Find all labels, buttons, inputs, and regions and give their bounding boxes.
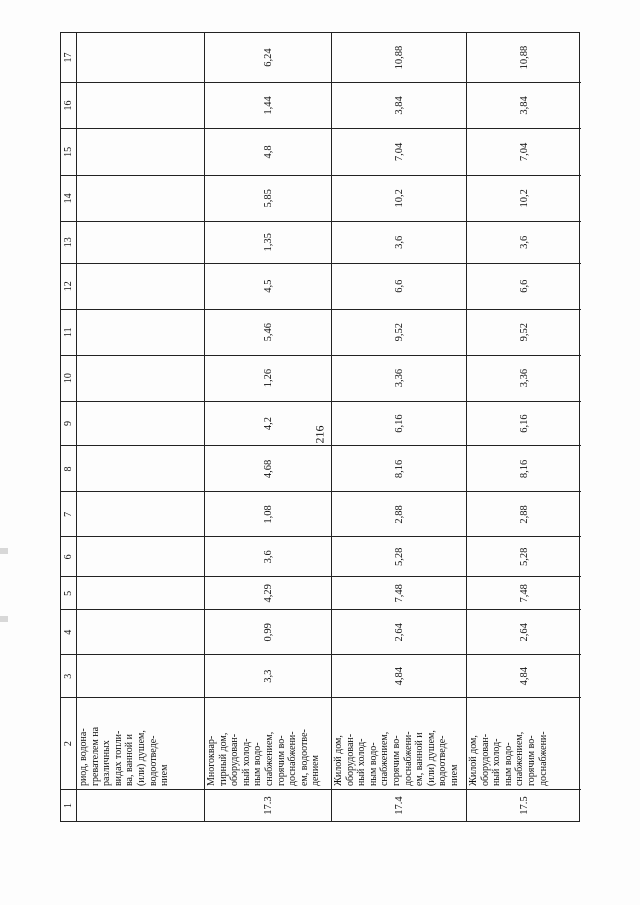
value-cell: 4,84 [467,654,581,697]
column-number-cell: 2 [61,697,76,789]
column-number-cell: 15 [61,128,76,175]
value-cell: 10,88 [518,45,530,70]
value-cell: 9,52 [467,309,581,355]
value-cell [77,221,204,263]
value-cell: 10,88 [393,45,405,70]
column-number-cell: 16 [61,82,76,128]
description-cell: Жилой дом, оборудован- ный холод- ным водо- снабжением, горячим во- доснабжени- ем, ванной и (или) душем, водоотведе- нием [332,697,466,789]
column-number-cell: 7 [61,491,76,536]
value-cell: 6,16 [467,401,581,446]
value-cell [77,446,204,492]
value-cell: 3,6 [332,221,466,263]
column-number-cell: 6 [61,536,76,576]
column-number-cell: 11 [61,309,76,355]
column-number-header [61,33,77,821]
value-cell: 3,6 [467,221,581,263]
table-row [332,33,467,821]
binding-mark [0,616,8,622]
value-cell: 10,2 [332,175,466,221]
value-cell: 0,99 [205,609,331,654]
value-cell: 8,16 [467,446,581,492]
value-cell: 3,84 [332,82,466,128]
value-cell [77,355,204,401]
value-cell [77,401,204,446]
column-number-cell: 9 [61,401,76,446]
table-row [205,33,332,821]
value-cell: 1,08 [205,491,331,536]
value-cell [77,654,204,697]
value-cell: 2,88 [467,491,581,536]
value-cell: 6,16 [332,401,466,446]
value-cell: 4,8 [205,128,331,175]
value-cell [77,82,204,128]
value-cell [77,263,204,309]
value-cell: 1,44 [205,82,331,128]
value-cell: 2,64 [467,609,581,654]
value-cell: 6,6 [332,263,466,309]
value-cell: 7,04 [332,128,466,175]
value-cell: 3,36 [332,355,466,401]
value-cell: 9,52 [332,309,466,355]
value-cell: 4,2 [205,401,331,446]
binding-mark [0,548,8,554]
value-cell: 3,36 [467,355,581,401]
value-cell: 5,85 [205,175,331,221]
column-number-cell: 13 [61,221,76,263]
value-cell [77,576,204,609]
description-cell: риод, водона- гревателем на различных видах топли- ва, ванной и (или) душем, водоотведе- нием [77,697,204,789]
description-cell: Многоквар- тирный дом, оборудован- ный холод- ным водо- снабжением, горячим во- доснабжени- ем, водоотве- дением [205,697,331,789]
value-cell: 10,2 [467,175,581,221]
row-number-cell: 17.5 [467,789,581,821]
column-number-cell: 1 [61,789,76,821]
table-row [77,33,205,821]
column-number-cell: 3 [61,654,76,697]
value-cell: 8,16 [332,446,466,492]
value-cell [77,309,204,355]
value-cell [77,128,204,175]
value-cell: 5,46 [205,309,331,355]
description-cell: Жилой дом, оборудован- ный холод- ным водо- снабжением, горячим во- доснабжени- [467,697,581,789]
value-cell: 6,6 [467,263,581,309]
value-cell: 3,3 [205,654,331,697]
value-cell: 3,6 [205,536,331,576]
value-cell: 5,28 [332,536,466,576]
table-body [77,33,581,821]
data-table [60,32,580,822]
page-number-text: 216 [312,425,327,443]
value-cell: 7,48 [467,576,581,609]
value-cell [77,609,204,654]
row-number-cell: 17.3 [205,789,331,821]
value-cell [77,491,204,536]
column-number-cell: 12 [61,263,76,309]
value-cell [77,175,204,221]
value-cell: 2,64 [332,609,466,654]
value-cell [77,536,204,576]
value-cell: 5,28 [467,536,581,576]
value-cell [77,33,204,82]
column-number-cell: 17 [62,52,74,63]
column-number-cell: 5 [61,576,76,609]
value-cell: 6,24 [262,48,274,67]
value-cell: 4,5 [205,263,331,309]
column-number-cell: 14 [61,175,76,221]
table-frame [60,32,580,822]
value-cell: 7,04 [467,128,581,175]
value-cell: 2,88 [332,491,466,536]
value-cell: 1,35 [205,221,331,263]
row-number-cell: 17.4 [332,789,466,821]
column-number-cell: 10 [61,355,76,401]
column-number-cell: 4 [61,609,76,654]
row-number-cell [77,789,204,821]
value-cell: 4,29 [205,576,331,609]
value-cell: 1,26 [205,355,331,401]
value-cell: 4,84 [332,654,466,697]
value-cell: 4,68 [205,446,331,492]
column-number-cell: 8 [61,446,76,492]
table-row [467,33,581,821]
value-cell: 7,48 [332,576,466,609]
value-cell: 3,84 [467,82,581,128]
